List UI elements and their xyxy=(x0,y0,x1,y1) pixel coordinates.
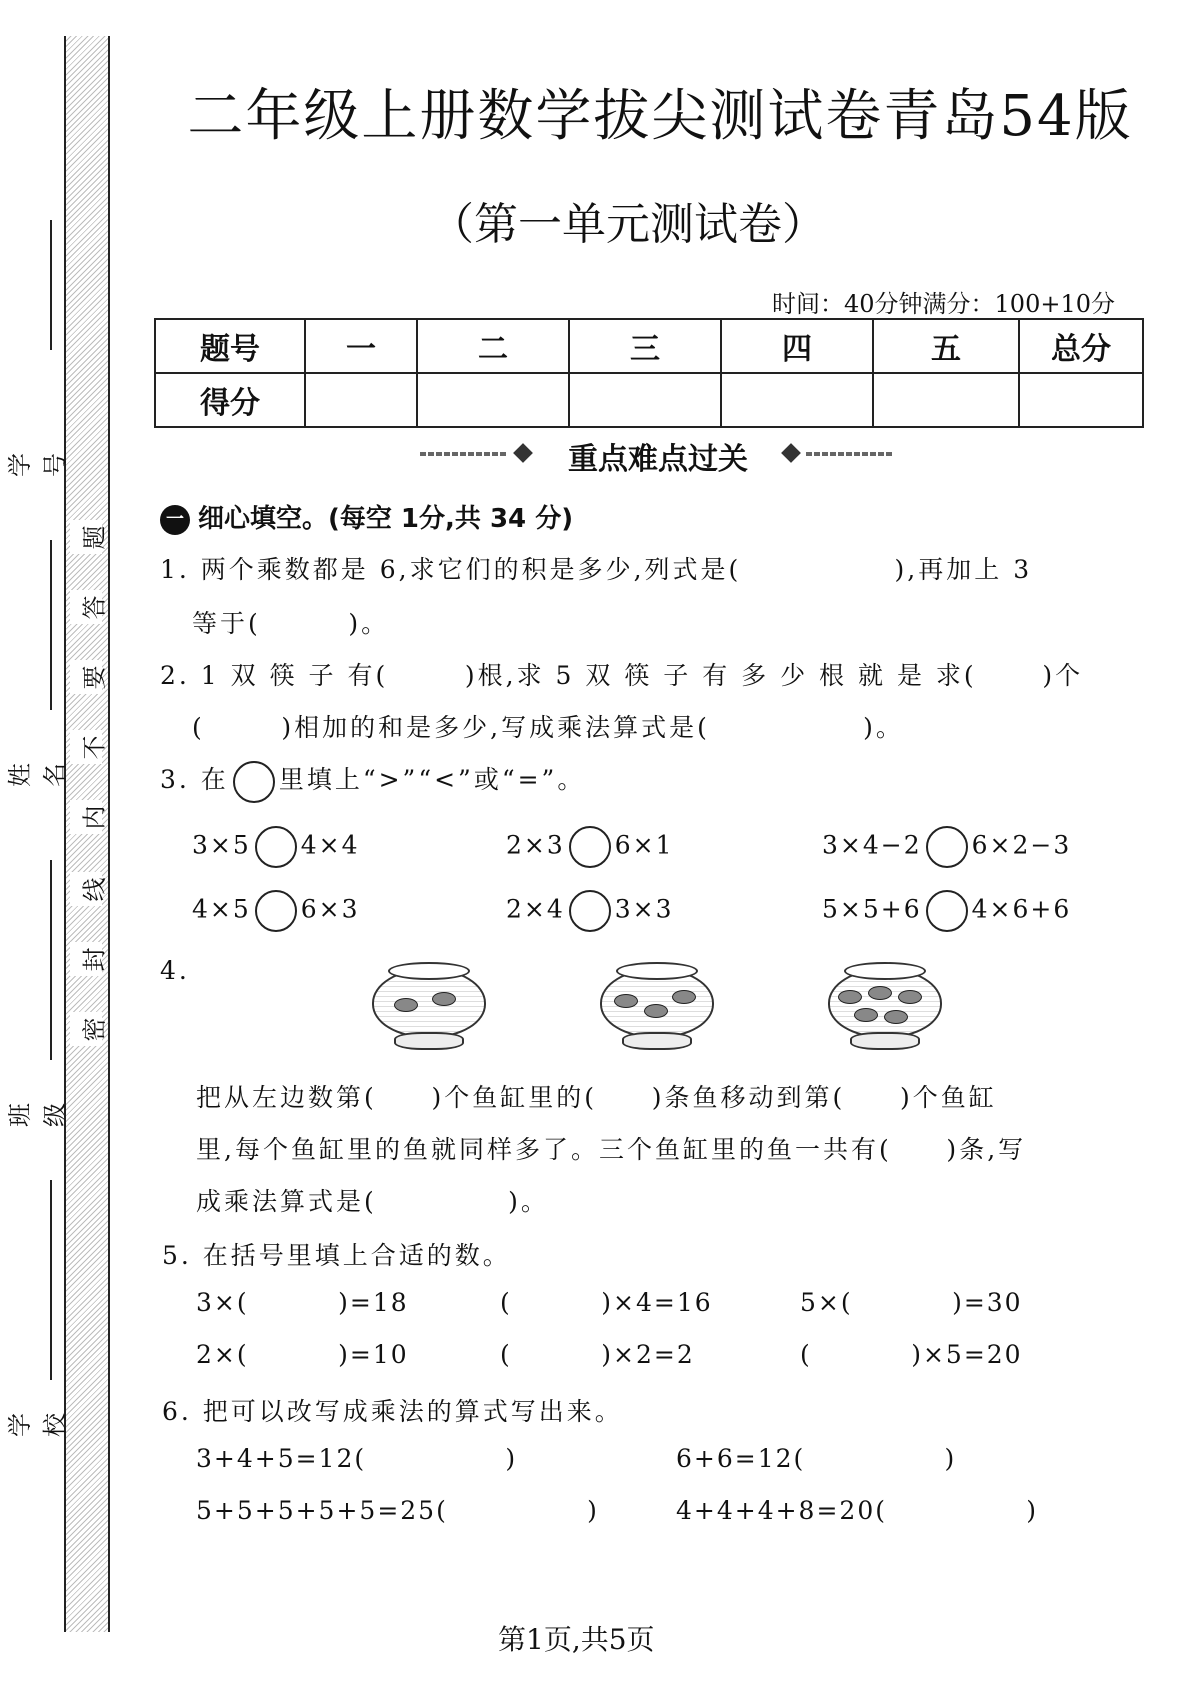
page-subtitle: （第一单元测试卷） xyxy=(430,199,826,250)
q2-line-1: 2. 1 双 筷 子 有( )根,求 5 双 筷 子 有 多 少 根 就 是 求( )个 xyxy=(160,661,1084,690)
page-title: 二年级上册数学拔尖测试卷青岛54版 xyxy=(187,84,1133,149)
compare-item: 2×4 3×3 xyxy=(506,890,674,932)
class-line xyxy=(50,860,52,1060)
q1-line-1: 1. 两个乘数都是 6,求它们的积是多少,列式是( ),再加上 3 xyxy=(160,555,1033,584)
q5-item: ( )×2=2 xyxy=(500,1340,695,1369)
name-label: 姓名 xyxy=(6,763,69,787)
score-header-cell: 三 xyxy=(569,319,721,373)
compare-circle[interactable] xyxy=(569,826,611,868)
fishbowl-2 xyxy=(600,960,712,1050)
compare-circle[interactable] xyxy=(926,826,968,868)
fish-icon xyxy=(672,990,696,1004)
compare-item: 2×3 6×1 xyxy=(506,826,674,868)
student-id-line xyxy=(50,220,52,350)
q6-item: 5+5+5+5+5=25( ) xyxy=(196,1496,599,1525)
q5-item: 2×( )=10 xyxy=(196,1340,409,1369)
score-table-row xyxy=(155,373,1143,427)
q2-line-2: ( )相加的和是多少,写成乘法算式是( )。 xyxy=(192,713,904,742)
score-header-cell: 总分 xyxy=(1019,319,1143,373)
q5-item: 5×( )=30 xyxy=(800,1288,1023,1317)
q6-item: 3+4+5=12( ) xyxy=(196,1444,518,1473)
q4-line-1: 把从左边数第( )个鱼缸里的( )条鱼移动到第( )个鱼缸 xyxy=(196,1083,997,1112)
diamond-icon xyxy=(781,443,801,463)
score-cell[interactable] xyxy=(721,373,873,427)
seal-char-2: 封 xyxy=(80,947,109,972)
fish-icon xyxy=(838,990,862,1004)
compare-circle[interactable] xyxy=(926,890,968,932)
q1-line-2: 等于( )。 xyxy=(192,609,390,638)
compare-item: 3×5 4×4 xyxy=(192,826,360,868)
compare-item: 4×5 6×3 xyxy=(192,890,360,932)
q4-number: 4. xyxy=(160,956,190,985)
q6-title: 6. 把可以改写成乘法的算式写出来。 xyxy=(162,1397,623,1426)
score-header-cell: 题号 xyxy=(155,319,305,373)
fish-icon xyxy=(898,990,922,1004)
school-line xyxy=(50,1180,52,1380)
score-cell[interactable] xyxy=(305,373,417,427)
fish-icon xyxy=(614,994,638,1008)
score-header-cell: 二 xyxy=(417,319,569,373)
fish-icon xyxy=(394,998,418,1012)
seal-char-4: 内 xyxy=(80,805,109,830)
seal-char-1: 密 xyxy=(80,1017,109,1042)
seal-char-3: 线 xyxy=(80,877,109,902)
section-number-badge: 一 xyxy=(160,505,190,535)
score-cell[interactable] xyxy=(569,373,721,427)
seal-char-8: 题 xyxy=(80,525,109,550)
score-header-cell: 四 xyxy=(721,319,873,373)
compare-circle xyxy=(233,761,275,803)
compare-item: 5×5+6 4×6+6 xyxy=(822,890,1071,932)
q5-item: 3×( )=18 xyxy=(196,1288,409,1317)
score-header-cell: 五 xyxy=(873,319,1019,373)
fish-icon xyxy=(884,1010,908,1024)
fish-icon xyxy=(432,992,456,1006)
q5-title: 5. 在括号里填上合适的数。 xyxy=(162,1241,511,1270)
compare-circle[interactable] xyxy=(255,826,297,868)
section-1-heading xyxy=(160,498,573,535)
diamond-icon xyxy=(513,443,533,463)
q3-prompt: 3. 在 里填上“>”“<”或“=”。 xyxy=(160,760,585,803)
banner-text: 重点难点过关 xyxy=(568,442,748,477)
score-cell[interactable] xyxy=(873,373,1019,427)
score-row-label: 得分 xyxy=(155,373,305,427)
q4-line-3: 成乘法算式是( )。 xyxy=(196,1187,549,1216)
q6-item: 4+4+4+8=20( ) xyxy=(676,1496,1038,1525)
student-id-label: 学号 xyxy=(6,453,69,477)
school-label: 学校 xyxy=(6,1413,69,1437)
section-banner xyxy=(420,434,890,477)
seal-char-5: 不 xyxy=(80,735,109,760)
page-footer: 第1页,共5页 xyxy=(498,1623,655,1656)
fishbowl-3 xyxy=(828,960,940,1050)
q5-item: ( )×4=16 xyxy=(500,1288,713,1317)
score-table-header xyxy=(155,319,1143,373)
time-info: 时间：40分钟满分：100+10分 xyxy=(772,290,1115,318)
score-cell[interactable] xyxy=(417,373,569,427)
seal-char-7: 答 xyxy=(80,595,109,620)
score-table xyxy=(154,318,1144,428)
fish-icon xyxy=(854,1008,878,1022)
class-label: 班级 xyxy=(6,1103,69,1127)
name-line xyxy=(50,540,52,710)
score-cell[interactable] xyxy=(1019,373,1143,427)
section-title: 细心填空。(每空 1分,共 34 分) xyxy=(198,504,574,534)
compare-item: 3×4−2 6×2−3 xyxy=(822,826,1071,868)
q5-item: ( )×5=20 xyxy=(800,1340,1023,1369)
compare-circle[interactable] xyxy=(255,890,297,932)
compare-circle[interactable] xyxy=(569,890,611,932)
fish-icon xyxy=(644,1004,668,1018)
seal-char-6: 要 xyxy=(80,665,109,690)
score-header-cell: 一 xyxy=(305,319,417,373)
fish-icon xyxy=(868,986,892,1000)
fishbowl-1 xyxy=(372,960,484,1050)
q4-line-2: 里,每个鱼缸里的鱼就同样多了。三个鱼缸里的鱼一共有( )条,写 xyxy=(196,1135,1027,1164)
q6-item: 6+6=12( ) xyxy=(676,1444,957,1473)
